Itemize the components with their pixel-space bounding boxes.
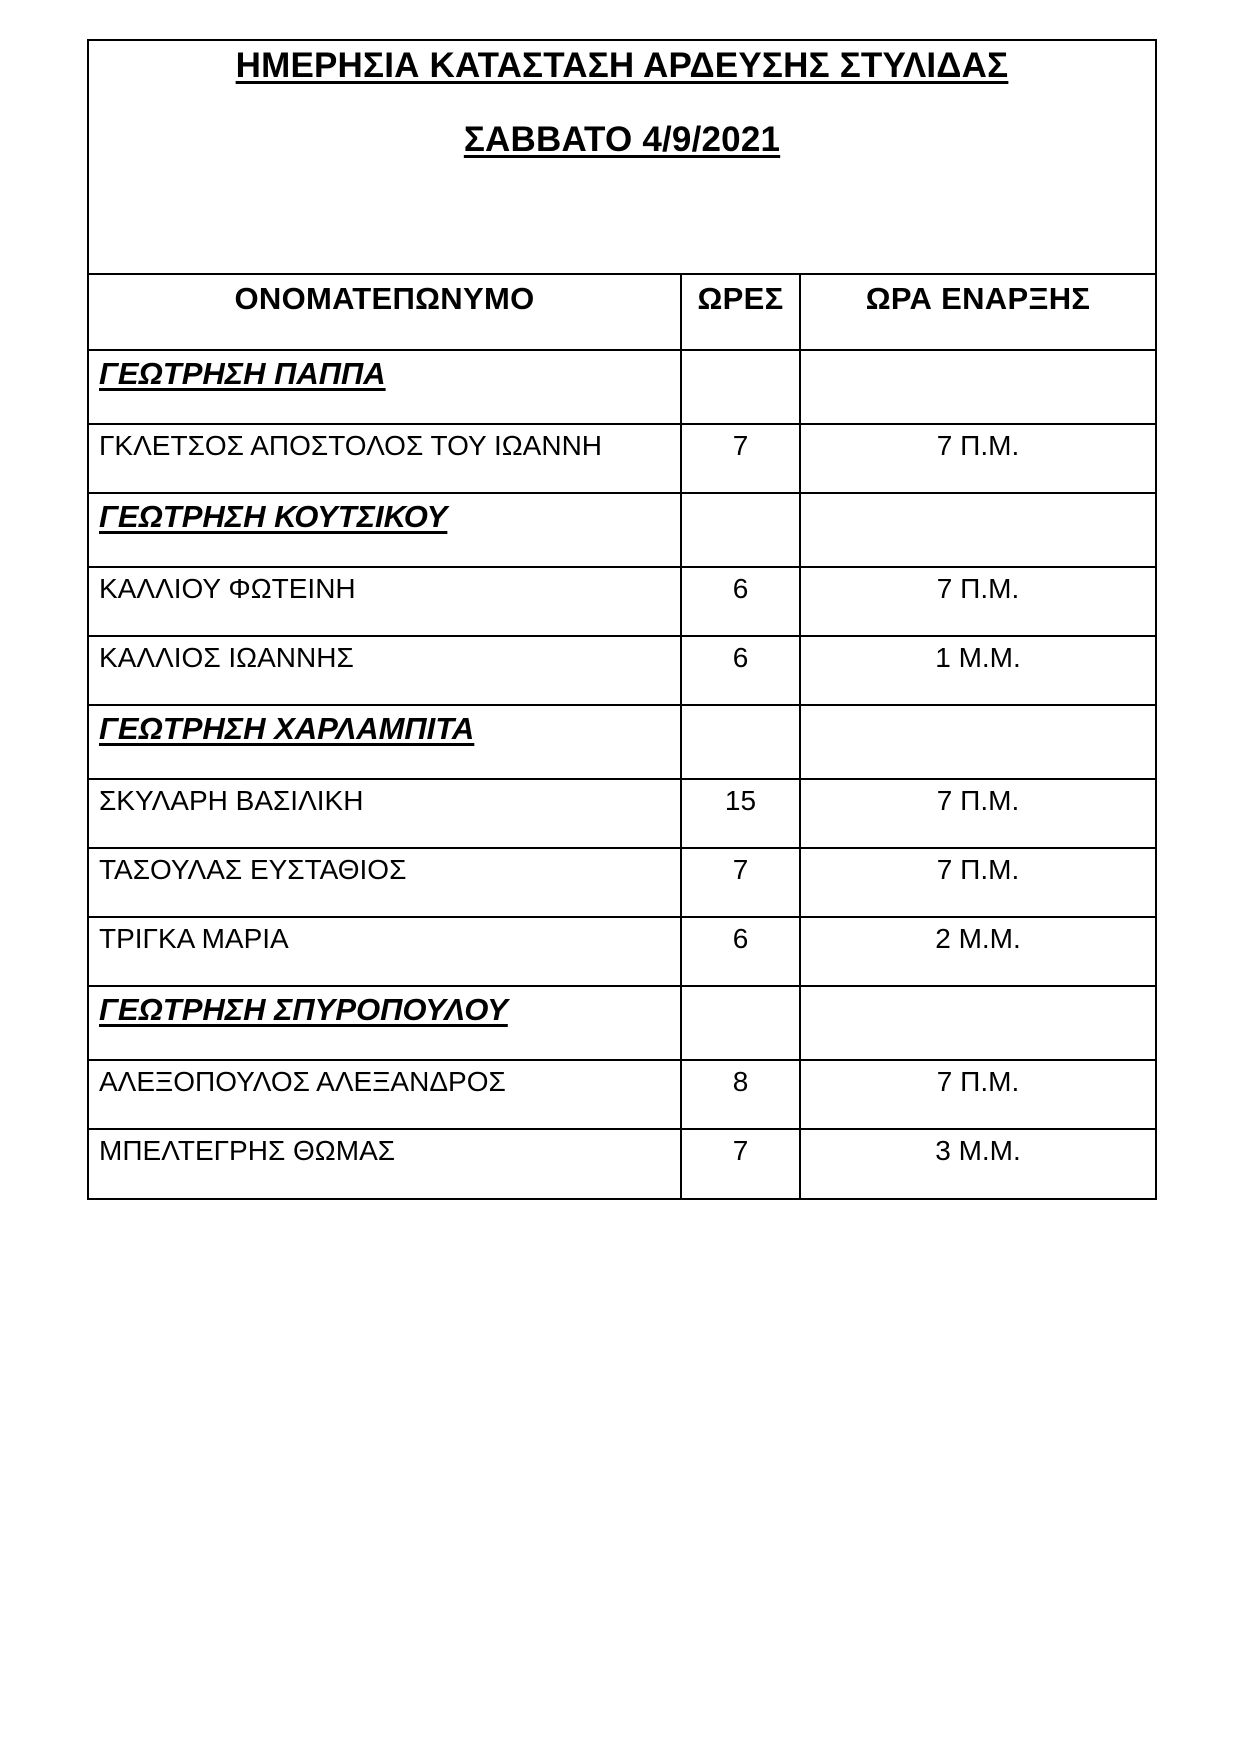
empty-cell [800,350,1155,424]
hours-value: 7 [732,430,749,461]
hours-value: 7 [732,854,749,885]
start-cell [800,917,1155,986]
start-time-value: 7 Π.Μ. [936,1066,1020,1097]
name-cell [89,779,681,848]
table-header-row [89,275,1155,350]
person-name: ΚΑΛΛΙΟΣ ΙΩΑΝΝΗΣ [99,642,354,673]
person-name: ΚΑΛΛΙΟΥ ΦΩΤΕΙΝΗ [99,573,356,604]
table-row [89,848,1155,917]
empty-cell [681,350,800,424]
hours-cell [681,424,800,493]
start-cell [800,567,1155,636]
group-cell [89,986,681,1060]
table-row [89,1129,1155,1198]
start-time-value: 3 Μ.Μ. [935,1135,1021,1166]
group-cell [89,705,681,779]
group-label: ΓΕΩΤΡΗΣΗ ΧΑΡΛΑΜΠΙΤΑ [99,711,475,746]
name-cell [89,848,681,917]
empty-cell [800,705,1155,779]
start-time-value: 7 Π.Μ. [936,785,1020,816]
group-row [89,705,1155,779]
person-name: ΤΡΙΓΚΑ ΜΑΡΙΑ [99,923,289,954]
header-name: ΟΝΟΜΑΤΕΠΩΝΥΜΟ [89,275,681,350]
empty-cell [800,986,1155,1060]
hours-cell [681,567,800,636]
person-name: ΣΚΥΛΑΡΗ ΒΑΣΙΛΙΚΗ [99,785,364,816]
group-row [89,493,1155,567]
group-cell [89,350,681,424]
start-cell [800,636,1155,705]
person-name: ΑΛΕΞΟΠΟΥΛΟΣ ΑΛΕΞΑΝΔΡΟΣ [99,1066,506,1097]
hours-cell [681,636,800,705]
hours-cell [681,1129,800,1198]
group-cell [89,493,681,567]
group-row [89,986,1155,1060]
group-label: ΓΕΩΤΡΗΣΗ ΚΟΥΤΣΙΚΟΥ [99,499,448,534]
group-label: ΓΕΩΤΡΗΣΗ ΣΠΥΡΟΠΟΥΛΟΥ [99,992,508,1027]
person-name: ΓΚΛΕΤΣΟΣ ΑΠΟΣΤΟΛΟΣ ΤΟΥ ΙΩΑΝΝΗ [99,430,603,461]
group-row [89,350,1155,424]
person-name: ΤΑΣΟΥΛΑΣ ΕΥΣΤΑΘΙΟΣ [99,854,407,885]
group-label: ΓΕΩΤΡΗΣΗ ΠΑΠΠΑ [99,356,386,391]
hours-value: 7 [732,1135,749,1166]
hours-value: 8 [732,1066,749,1097]
irrigation-schedule-sheet [87,39,1157,1200]
table-row [89,1060,1155,1129]
hours-value: 6 [732,642,749,673]
hours-value: 15 [724,785,757,816]
hours-cell [681,848,800,917]
table-row [89,779,1155,848]
header-hours: ΩΡΕΣ [681,275,800,350]
hours-cell [681,1060,800,1129]
empty-cell [800,493,1155,567]
name-cell [89,567,681,636]
start-time-value: 1 Μ.Μ. [935,642,1021,673]
hours-value: 6 [732,573,749,604]
start-time-value: 7 Π.Μ. [936,854,1020,885]
table-row [89,917,1155,986]
name-cell [89,1129,681,1198]
empty-cell [681,705,800,779]
table-row [89,567,1155,636]
schedule-table [89,275,1155,1198]
start-cell [800,779,1155,848]
start-cell [800,1060,1155,1129]
start-cell [800,848,1155,917]
hours-value: 6 [732,923,749,954]
table-row [89,424,1155,493]
start-time-value: 7 Π.Μ. [936,573,1020,604]
start-cell [800,424,1155,493]
empty-cell [681,493,800,567]
person-name: ΜΠΕΛΤΕΓΡΗΣ ΘΩΜΑΣ [99,1135,396,1166]
header-start-time: ΩΡΑ ΕΝΑΡΞΗΣ [800,275,1155,350]
title-block [89,41,1155,275]
start-cell [800,1129,1155,1198]
name-cell [89,917,681,986]
hours-cell [681,779,800,848]
document-date: ΣΑΒΒΑΤΟ 4/9/2021 [463,120,781,159]
hours-cell [681,917,800,986]
name-cell [89,1060,681,1129]
start-time-value: 7 Π.Μ. [936,430,1020,461]
name-cell [89,424,681,493]
start-time-value: 2 Μ.Μ. [935,923,1021,954]
document-title: ΗΜΕΡΗΣΙΑ ΚΑΤΑΣΤΑΣΗ ΑΡΔΕΥΣΗΣ ΣΤΥΛΙΔΑΣ [235,46,1009,85]
table-row [89,636,1155,705]
name-cell [89,636,681,705]
empty-cell [681,986,800,1060]
